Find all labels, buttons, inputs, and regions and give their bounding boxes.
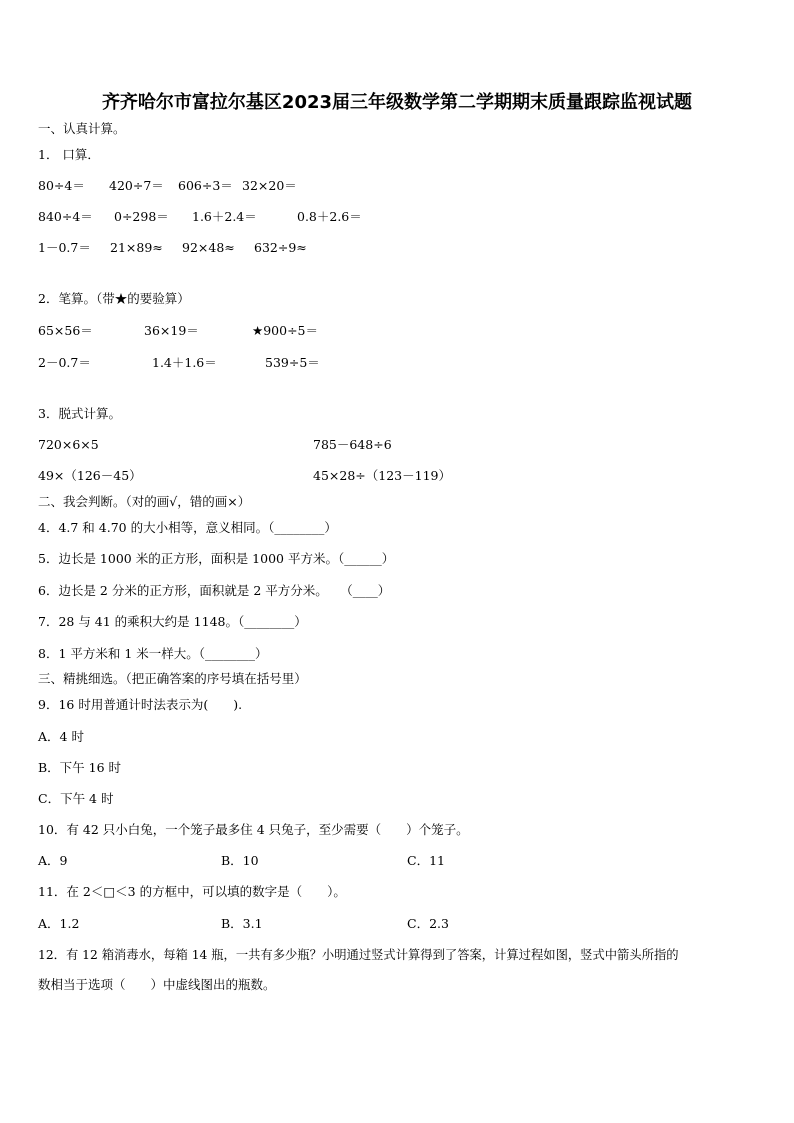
q10-stem: 10．有 42 只小白兔，一个笼子最多住 4 只兔子，至少需要（ ）个笼子。 (38, 822, 469, 837)
expression-item: 49×（126－45） (38, 468, 142, 483)
q11-stem: 11．在 2＜□＜3 的方框中，可以填的数字是（ ）。 (38, 884, 346, 899)
q10-option-a: A．9 (38, 853, 68, 868)
judgment-item: 6．边长是 2 分米的正方形，面积就是 2 平方分米。 （____） (38, 583, 391, 598)
section1-heading: 一、认真计算。 (38, 121, 126, 136)
mental-math-item: 80÷4＝ (38, 178, 85, 193)
section3-heading: 三、精挑细选。（把正确答案的序号填在括号里） (38, 671, 307, 686)
q9-option-a: A．4 时 (38, 729, 84, 744)
mental-math-item: 21×89≈ (110, 240, 163, 255)
mental-math-item: 1－0.7＝ (38, 240, 91, 255)
expression-item: 45×28÷（123－119） (313, 468, 451, 483)
mental-math-item: 840÷4＝ (38, 209, 93, 224)
q9-stem: 9．16 时用普通计时法表示为( ). (38, 697, 243, 712)
written-calc-item: 1.4＋1.6＝ (152, 355, 217, 370)
judgment-item: 8．1 平方米和 1 米一样大。（________） (38, 646, 268, 661)
mental-math-item: 0.8＋2.6＝ (297, 209, 362, 224)
q10-option-b: B．10 (221, 853, 259, 868)
q11-option-b: B．3.1 (221, 916, 263, 931)
page-title: 齐齐哈尔市富拉尔基区2023届三年级数学第二学期期末质量跟踪监视试题 (101, 92, 693, 113)
written-calc-item: 36×19＝ (144, 323, 199, 338)
judgment-item: 7．28 与 41 的乘积大约是 1148。（________） (38, 614, 307, 629)
written-calc-item: 65×56＝ (38, 323, 93, 338)
q3-label: 3．脱式计算。 (38, 406, 121, 421)
mental-math-item: 1.6＋2.4＝ (192, 209, 257, 224)
mental-math-item: 420÷7＝ (109, 178, 164, 193)
q11-option-c: C．2.3 (407, 916, 449, 931)
mental-math-item: 606÷3＝ (178, 178, 233, 193)
mental-math-item: 632÷9≈ (254, 240, 307, 255)
q12-stem-line1: 12．有 12 箱消毒水，每箱 14 瓶，一共有多少瓶？小明通过竖式计算得到了答案，计算过程如图，竖式中箭头所指的 (38, 948, 679, 962)
written-calc-item: ★900÷5＝ (252, 323, 318, 338)
written-calc-item: 539÷5＝ (265, 355, 320, 370)
expression-item: 785－648÷6 (313, 437, 392, 452)
q12-stem-line2: 数相当于选项（ ）中虚线图出的瓶数。 (38, 977, 276, 992)
judgment-item: 4．4.7 和 4.70 的大小相等，意义相同。（________） (38, 520, 337, 535)
mental-math-item: 32×20＝ (242, 178, 297, 193)
mental-math-item: 92×48≈ (182, 240, 235, 255)
q2-label: 2．笔算。（带★的要验算） (38, 291, 190, 306)
mental-math-item: 0÷298＝ (114, 209, 169, 224)
q1-label: 1． 口算． (38, 147, 100, 162)
q10-option-c: C．11 (407, 853, 445, 868)
q11-option-a: A．1.2 (38, 916, 80, 931)
written-calc-item: 2－0.7＝ (38, 355, 91, 370)
q9-option-c: C．下午 4 时 (38, 791, 114, 806)
expression-item: 720×6×5 (38, 437, 99, 452)
judgment-item: 5．边长是 1000 米的正方形，面积是 1000 平方米。（______） (38, 551, 395, 566)
q9-option-b: B．下午 16 时 (38, 760, 122, 775)
section2-heading: 二、我会判断。（对的画√，错的画×） (38, 494, 251, 509)
